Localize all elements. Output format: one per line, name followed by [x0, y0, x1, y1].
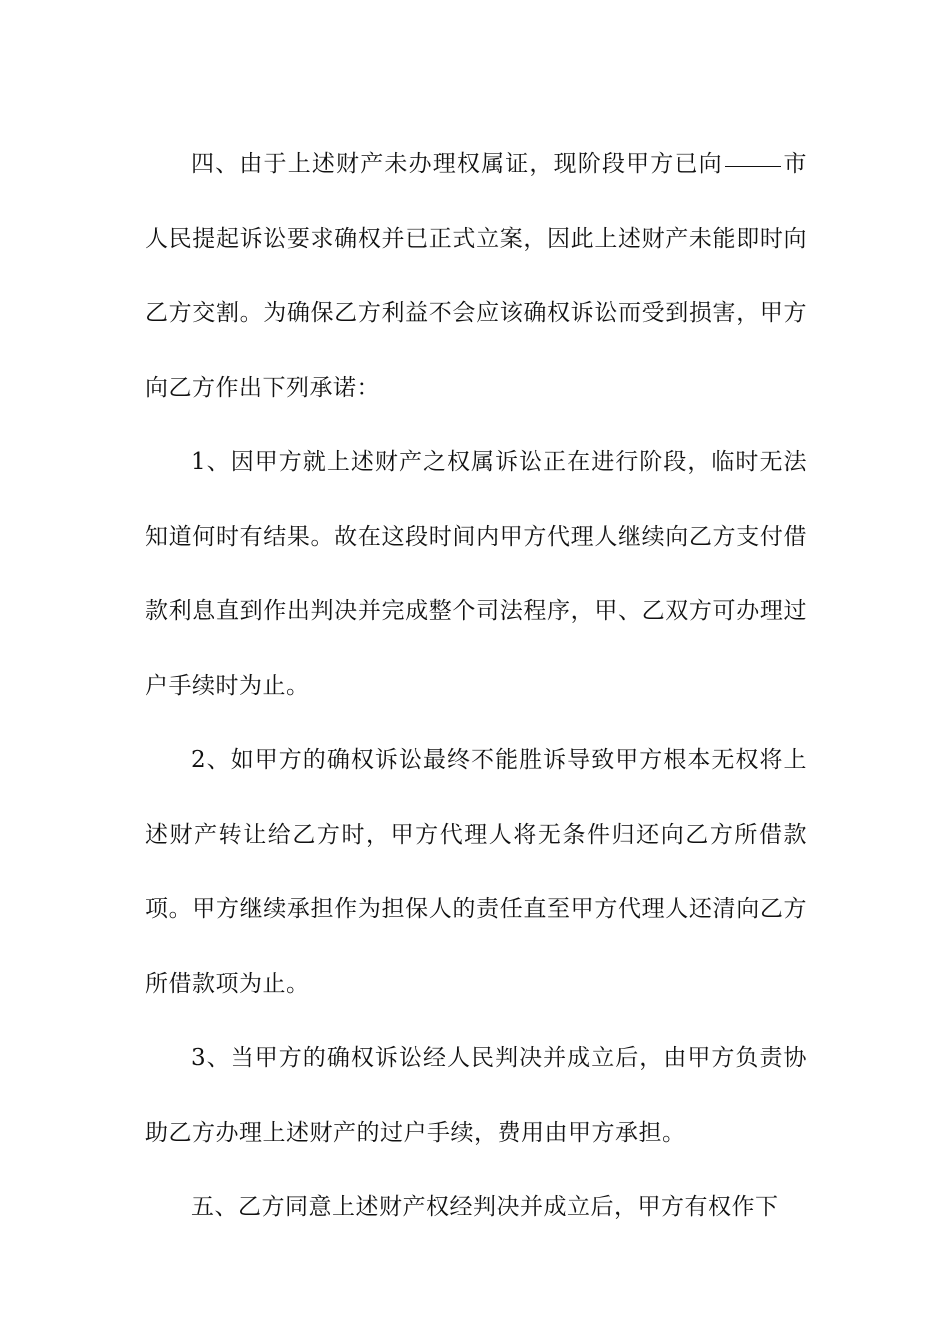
paragraph-clause-1: 1、因甲方就上述财产之权属诉讼正在进行阶段，临时无法知道何时有结果。故在这段时间内甲方代理人继续向乙方支付借款利息直到作出判决并完成整个司法程序，甲、乙双方可办理过户手续时为止。: [145, 449, 807, 699]
paragraph-text: 四、由于上述财产未办理权属证，现阶段甲方已向: [191, 151, 723, 177]
paragraph-section-five: 五、乙方同意上述财产权经判决并成立后，甲方有权作下: [191, 1194, 779, 1220]
paragraph-text: 市人民提起诉讼要求确权并已正式立案，因此上述财产未能即时向乙方交割。为确保乙方利益不会应该确权诉讼而受到损害，甲方向乙方作出下列承诺：: [145, 151, 808, 401]
document-body: [145, 127, 807, 1245]
paragraph-clause-3: 3、当甲方的确权诉讼经人民判决并成立后，由甲方负责协助乙方办理上述财产的过户手续，费用由甲方承担。: [145, 1045, 807, 1146]
fill-in-blank: [725, 143, 781, 167]
paragraph-clause-2: 2、如甲方的确权诉讼最终不能胜诉导致甲方根本无权将上述财产转让给乙方时，甲方代理人将无条件归还向乙方所借款项。甲方继续承担作为担保人的责任直至甲方代理人还清向乙方所借款项为止。: [145, 747, 807, 997]
paragraph-section-four: [145, 127, 807, 425]
